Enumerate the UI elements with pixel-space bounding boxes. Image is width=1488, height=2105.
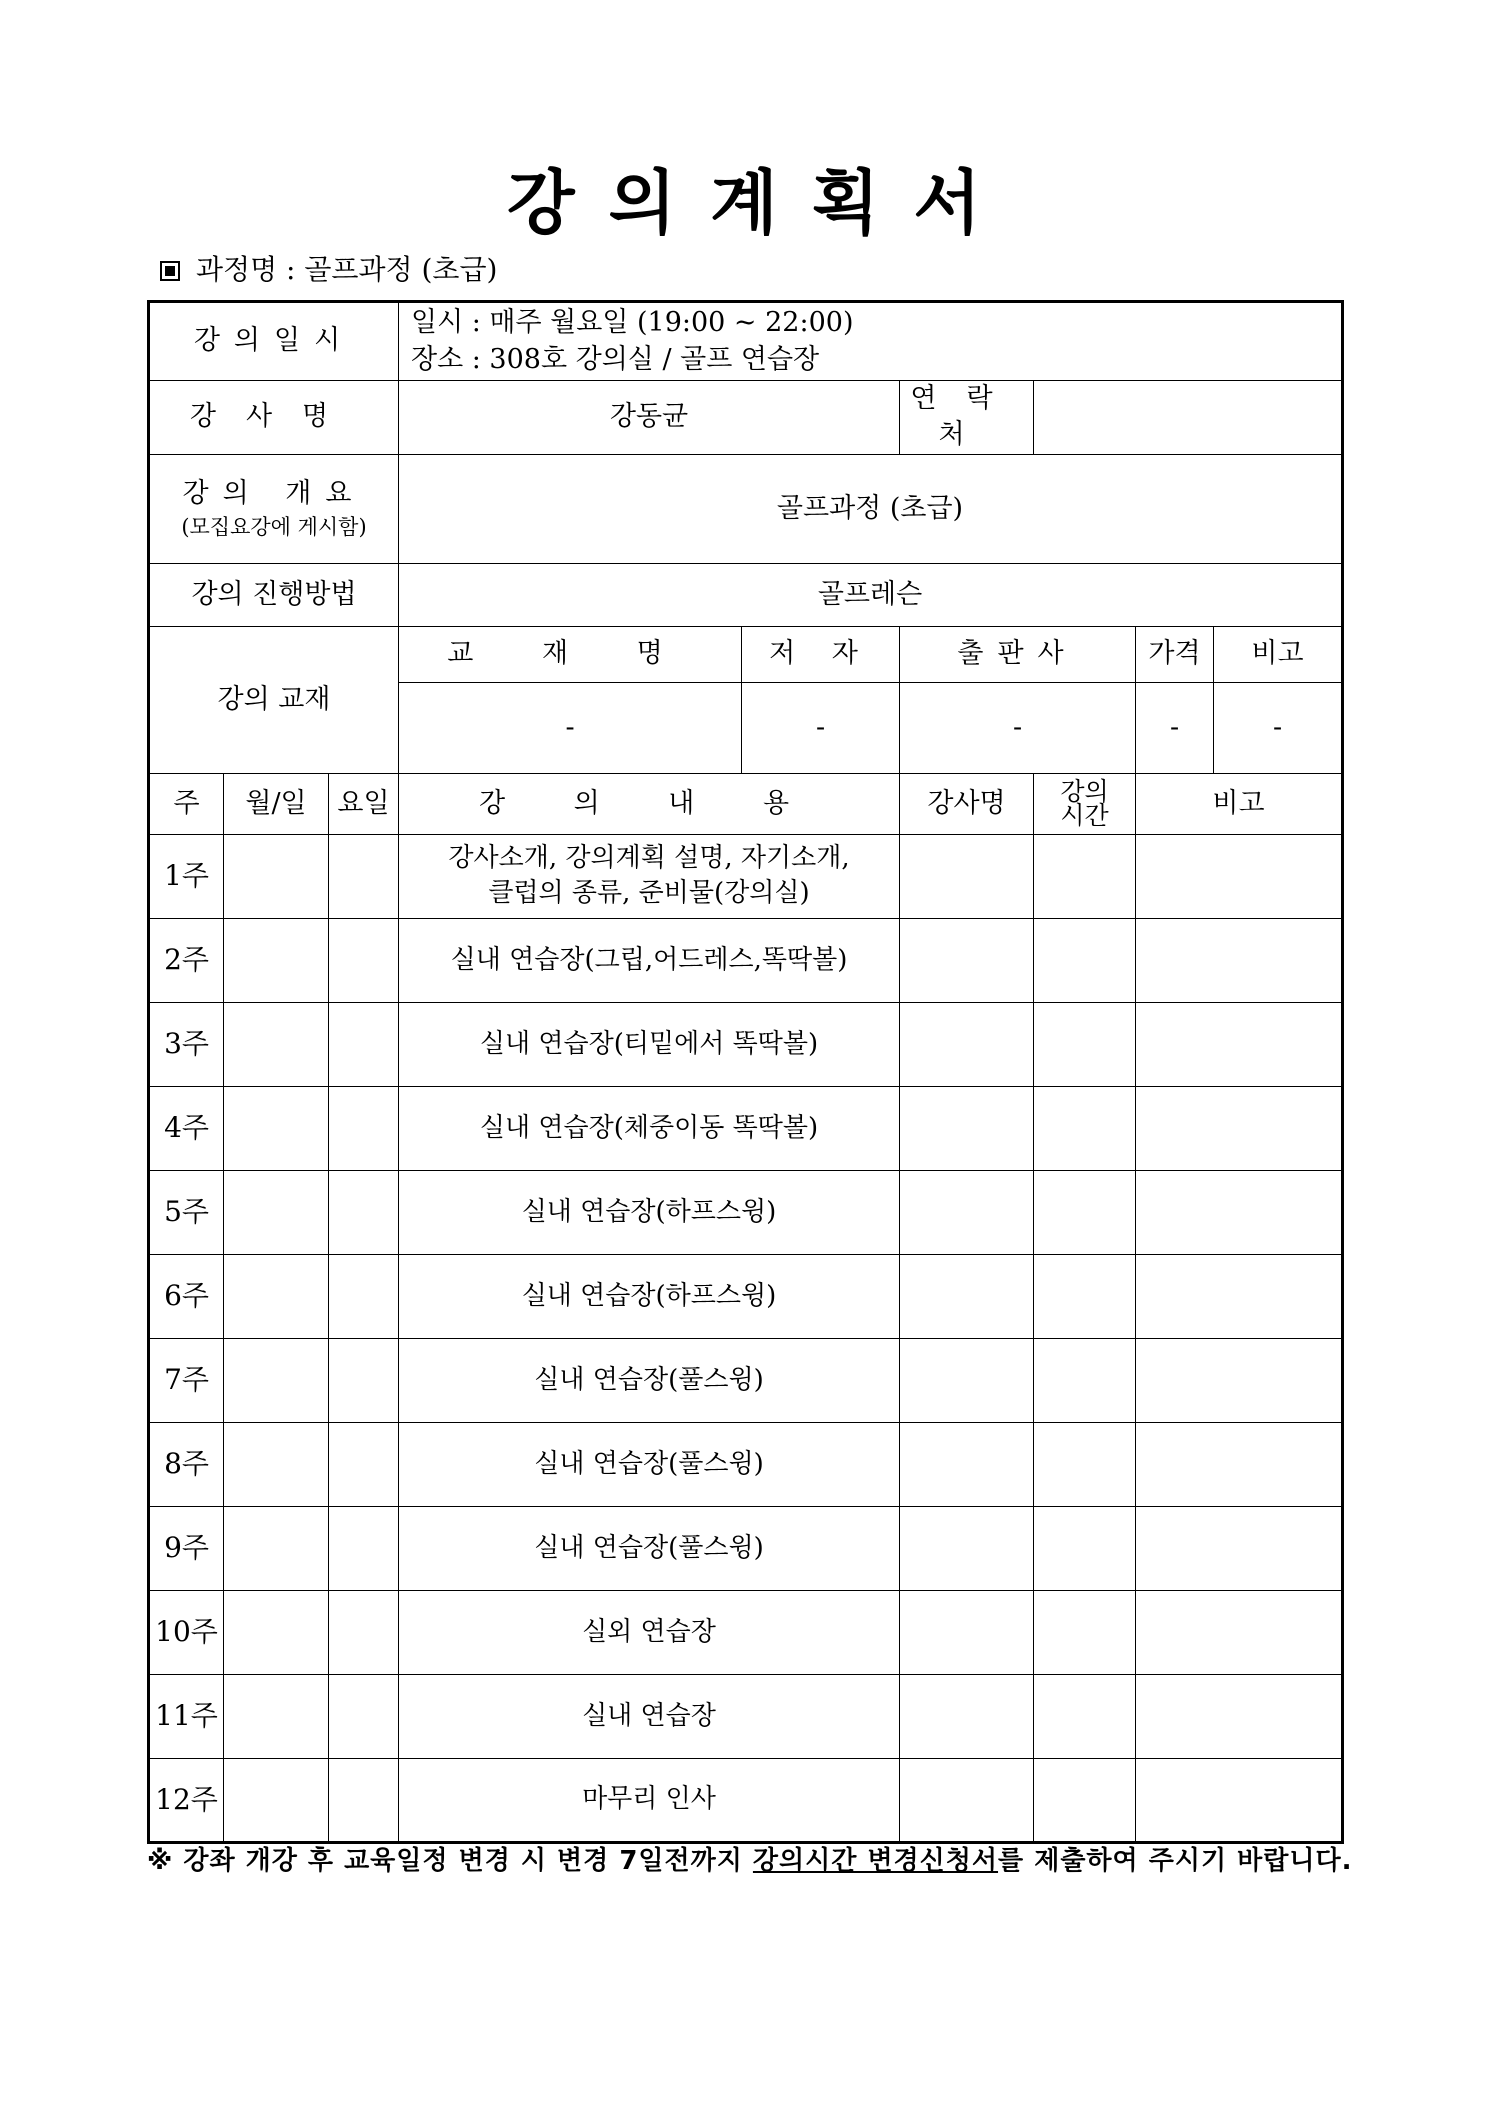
week-remark xyxy=(1136,918,1343,1002)
week-hours xyxy=(1034,1086,1136,1170)
week-number: 3주 xyxy=(149,1002,224,1086)
lecture-schedule-cell xyxy=(399,302,1343,381)
week-hours xyxy=(1034,1422,1136,1506)
week-remark xyxy=(1136,1002,1343,1086)
instructor-row xyxy=(149,381,1343,455)
week-number: 5주 xyxy=(149,1170,224,1254)
week-header: 주 xyxy=(149,773,224,834)
textbook-price-header: 가격 xyxy=(1136,626,1214,682)
week-content-line: 실내 연습장 xyxy=(582,1700,716,1731)
week-row xyxy=(149,834,1343,918)
week-content xyxy=(399,1674,900,1758)
week-hours xyxy=(1034,1338,1136,1422)
week-instructor xyxy=(900,1758,1034,1842)
week-number: 2주 xyxy=(149,918,224,1002)
instructor-label: 강사명 xyxy=(149,381,399,455)
week-remark xyxy=(1136,1254,1343,1338)
textbook-title-value: - xyxy=(399,682,742,773)
week-number: 8주 xyxy=(149,1422,224,1506)
week-day xyxy=(329,1002,399,1086)
week-date xyxy=(224,1170,329,1254)
textbook-author-value: - xyxy=(742,682,900,773)
day-header: 요일 xyxy=(329,773,399,834)
week-day xyxy=(329,834,399,918)
contact-label: 연락처 xyxy=(900,381,1034,455)
week-instructor xyxy=(900,1590,1034,1674)
week-number: 9주 xyxy=(149,1506,224,1590)
square-bullet-icon xyxy=(160,261,180,281)
week-row xyxy=(149,1422,1343,1506)
method-label: 강의 진행방법 xyxy=(149,563,399,626)
week-instructor xyxy=(900,834,1034,918)
change-request-form-link: 강의시간 변경신청서 xyxy=(752,1846,999,1876)
week-date xyxy=(224,1506,329,1590)
week-date xyxy=(224,1758,329,1842)
week-instructor xyxy=(900,1170,1034,1254)
week-content-line: 실내 연습장(체중이동 똑딱볼) xyxy=(479,1112,819,1143)
week-day xyxy=(329,1170,399,1254)
week-number: 4주 xyxy=(149,1086,224,1170)
footer-note xyxy=(147,1840,1353,1877)
week-row xyxy=(149,1086,1343,1170)
week-content-line: 마무리 인사 xyxy=(582,1784,716,1815)
week-hours xyxy=(1034,1170,1136,1254)
week-day xyxy=(329,1674,399,1758)
week-content-line: 실내 연습장(하프스윙) xyxy=(521,1196,777,1227)
week-content xyxy=(399,1758,900,1842)
instructor-name: 강동균 xyxy=(399,381,900,455)
week-number: 6주 xyxy=(149,1254,224,1338)
week-instructor xyxy=(900,1002,1034,1086)
week-instructor xyxy=(900,918,1034,1002)
week-hours xyxy=(1034,1002,1136,1086)
textbook-title-header: 교 재 명 xyxy=(399,626,742,682)
textbook-remark-value: - xyxy=(1214,682,1343,773)
week-content xyxy=(399,1170,900,1254)
week-remark xyxy=(1136,1422,1343,1506)
week-hours xyxy=(1034,1506,1136,1590)
remark-header: 비고 xyxy=(1136,773,1343,834)
week-row xyxy=(149,1590,1343,1674)
schedule-header-row xyxy=(149,773,1343,834)
date-header: 월/일 xyxy=(224,773,329,834)
footer-prefix: ※ 강좌 개강 후 교육일정 변경 시 변경 7일전까지 xyxy=(147,1846,753,1876)
week-day xyxy=(329,1422,399,1506)
week-hours xyxy=(1034,918,1136,1002)
week-row xyxy=(149,1758,1343,1842)
week-row xyxy=(149,1170,1343,1254)
overview-note: (모집요강에 게시함) xyxy=(181,514,367,539)
hours-header xyxy=(1034,773,1136,834)
place-text: 장소 : 308호 강의실 / 골프 연습장 xyxy=(411,343,820,375)
week-date xyxy=(224,1338,329,1422)
method-value: 골프레슨 xyxy=(399,563,1343,626)
week-hours xyxy=(1034,1674,1136,1758)
week-content xyxy=(399,1422,900,1506)
method-row xyxy=(149,563,1343,626)
week-row xyxy=(149,918,1343,1002)
week-instructor xyxy=(900,1086,1034,1170)
week-content xyxy=(399,1002,900,1086)
week-remark xyxy=(1136,1086,1343,1170)
week-day xyxy=(329,1758,399,1842)
week-date xyxy=(224,1002,329,1086)
week-content-line: 실내 연습장(풀스윙) xyxy=(534,1532,764,1563)
week-content xyxy=(399,1590,900,1674)
contact-value xyxy=(1034,381,1343,455)
week-row xyxy=(149,1338,1343,1422)
week-content xyxy=(399,1338,900,1422)
hours-header-line2: 시간 xyxy=(1060,800,1109,830)
week-remark xyxy=(1136,1506,1343,1590)
week-row xyxy=(149,1002,1343,1086)
week-remark xyxy=(1136,1338,1343,1422)
week-content xyxy=(399,1254,900,1338)
course-name: 과정명 : 골프과정 (초급) xyxy=(196,253,498,286)
week-content-line: 강사소개, 강의계획 설명, 자기소개, xyxy=(448,843,850,874)
instructor-header: 강사명 xyxy=(900,773,1034,834)
week-hours xyxy=(1034,834,1136,918)
week-remark xyxy=(1136,1170,1343,1254)
week-instructor xyxy=(900,1422,1034,1506)
course-name-line xyxy=(160,253,497,287)
week-row xyxy=(149,1506,1343,1590)
textbook-label: 강의 교재 xyxy=(149,626,399,773)
week-instructor xyxy=(900,1674,1034,1758)
week-remark xyxy=(1136,834,1343,918)
week-hours xyxy=(1034,1254,1136,1338)
overview-row xyxy=(149,454,1343,563)
week-date xyxy=(224,1590,329,1674)
week-date xyxy=(224,1254,329,1338)
week-content xyxy=(399,918,900,1002)
week-number: 10주 xyxy=(149,1590,224,1674)
textbook-price-value: - xyxy=(1136,682,1214,773)
overview-value: 골프과정 (초급) xyxy=(399,454,1343,563)
week-instructor xyxy=(900,1254,1034,1338)
week-date xyxy=(224,918,329,1002)
week-number: 11주 xyxy=(149,1674,224,1758)
week-day xyxy=(329,918,399,1002)
textbook-header-row xyxy=(149,626,1343,682)
week-date xyxy=(224,1086,329,1170)
week-instructor xyxy=(900,1506,1034,1590)
lecture-date-label: 강의일시 xyxy=(149,302,399,381)
week-day xyxy=(329,1254,399,1338)
lecture-plan-table xyxy=(147,300,1344,1844)
overview-label: 강의 개요 xyxy=(182,478,366,510)
lecture-date-row xyxy=(149,302,1343,381)
week-remark xyxy=(1136,1758,1343,1842)
week-content-line: 실내 연습장(풀스윙) xyxy=(534,1448,764,1479)
textbook-author-header: 저 자 xyxy=(742,626,900,682)
week-row xyxy=(149,1254,1343,1338)
week-remark xyxy=(1136,1674,1343,1758)
week-content xyxy=(399,1506,900,1590)
week-date xyxy=(224,1422,329,1506)
week-day xyxy=(329,1338,399,1422)
week-content-line: 실내 연습장(하프스윙) xyxy=(521,1280,777,1311)
week-number: 12주 xyxy=(149,1758,224,1842)
week-day xyxy=(329,1590,399,1674)
week-hours xyxy=(1034,1590,1136,1674)
week-day xyxy=(329,1506,399,1590)
week-rows xyxy=(149,834,1343,1842)
week-content-line: 실외 연습장 xyxy=(582,1616,716,1647)
week-content-line: 클럽의 종류, 준비물(강의실) xyxy=(488,878,810,909)
footer-suffix: 를 제출하여 주시기 바랍니다. xyxy=(998,1846,1353,1876)
week-content-line: 실내 연습장(티밑에서 똑딱볼) xyxy=(479,1028,819,1059)
week-remark xyxy=(1136,1590,1343,1674)
overview-label-cell xyxy=(149,454,399,563)
week-number: 1주 xyxy=(149,834,224,918)
week-hours xyxy=(1034,1758,1136,1842)
textbook-publisher-header: 출판사 xyxy=(900,626,1136,682)
hours-header-line1: 강의 xyxy=(1060,776,1109,806)
content-header: 강 의 내 용 xyxy=(399,773,900,834)
week-content xyxy=(399,1086,900,1170)
textbook-publisher-value: - xyxy=(900,682,1136,773)
week-row xyxy=(149,1674,1343,1758)
week-content-line: 실내 연습장(풀스윙) xyxy=(534,1364,764,1395)
schedule-text: 일시 : 매주 월요일 (19:00 ~ 22:00) xyxy=(411,307,854,339)
week-date xyxy=(224,834,329,918)
week-date xyxy=(224,1674,329,1758)
week-instructor xyxy=(900,1338,1034,1422)
week-content xyxy=(399,834,900,918)
week-day xyxy=(329,1086,399,1170)
textbook-remark-header: 비고 xyxy=(1214,626,1343,682)
week-content-line: 실내 연습장(그립,어드레스,똑딱볼) xyxy=(450,944,848,975)
document-title: 강의계획서 xyxy=(506,162,1016,244)
week-number: 7주 xyxy=(149,1338,224,1422)
